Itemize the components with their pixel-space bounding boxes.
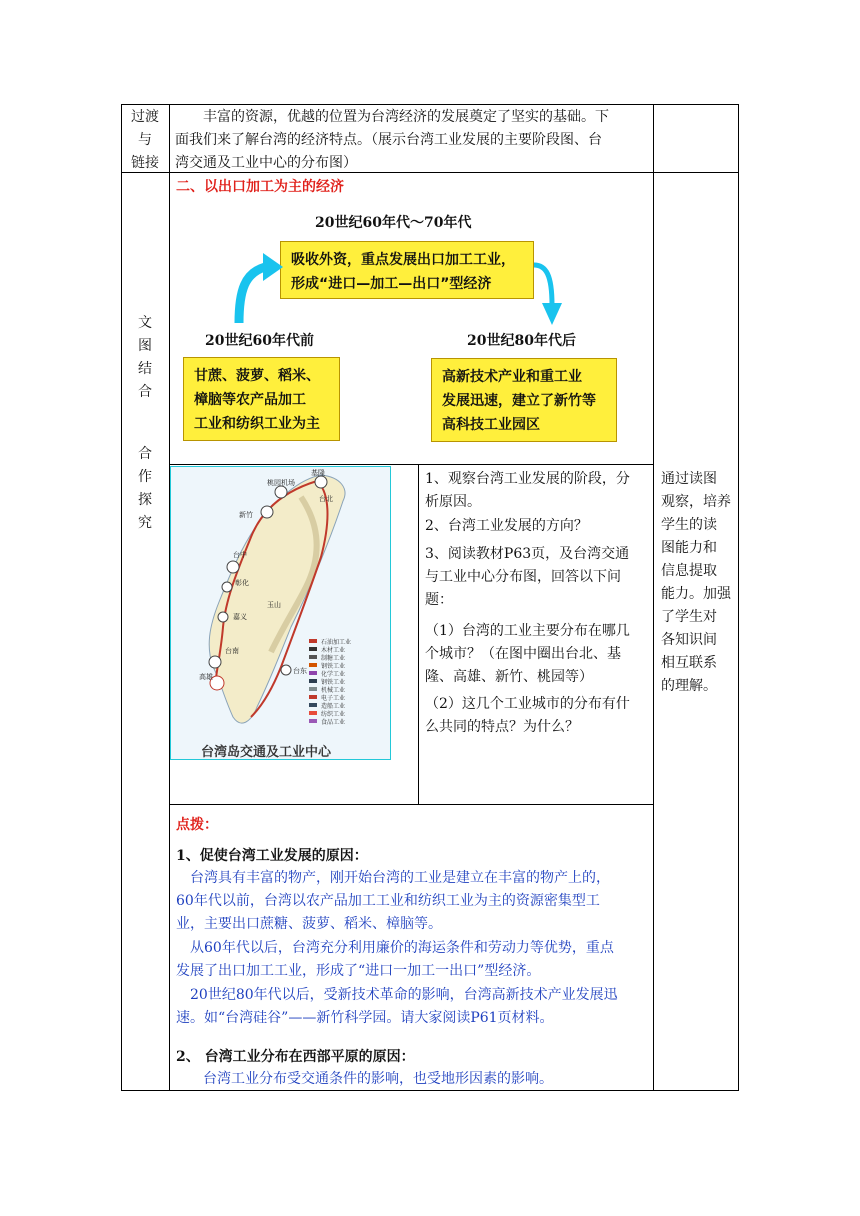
svg-text:玉山: 玉山 [267, 601, 281, 609]
map-title: 台湾岛交通及工业中心 [201, 745, 332, 760]
svg-text:台北: 台北 [319, 495, 333, 503]
svg-text:石油加工业: 石油加工业 [321, 639, 352, 646]
section-title: 二、以出口加工为主的经济 [176, 179, 344, 195]
arrow-up-icon [225, 245, 285, 325]
period-left: 20世纪60年代前 [205, 333, 314, 349]
svg-text:钢铁工业: 钢铁工业 [321, 679, 346, 686]
svg-text:彰化: 彰化 [235, 579, 249, 587]
svg-text:制糖工业: 制糖工业 [321, 655, 346, 662]
box-left: 甘蔗、菠萝、稻米、 樟脑等农产品加工 工业和纺织工业为主 [183, 357, 340, 441]
svg-text:嘉义: 嘉义 [233, 613, 247, 621]
tips-heading: 点拨： [176, 817, 218, 833]
svg-text:台南: 台南 [225, 647, 239, 655]
svg-text:台中: 台中 [233, 551, 247, 559]
svg-text:机械工业: 机械工业 [321, 687, 346, 694]
svg-text:新竹: 新竹 [239, 511, 253, 519]
svg-text:钢铁工业: 钢铁工业 [321, 663, 346, 670]
svg-text:高雄: 高雄 [199, 673, 213, 681]
svg-text:造船工业: 造船工业 [321, 703, 346, 710]
period-top: 20世纪60年代～70年代 [315, 215, 472, 231]
taiwan-map [170, 466, 391, 760]
svg-text:木材工业: 木材工业 [321, 647, 346, 654]
svg-text:食品工业: 食品工业 [321, 719, 346, 726]
box-top: 吸收外资，重点发展出口加工工业， 形成“进口—加工—出口”型经济 [280, 241, 534, 299]
svg-text:纺织工业: 纺织工业 [321, 711, 346, 718]
svg-text:基隆: 基隆 [311, 469, 325, 477]
map-illustration [171, 467, 390, 759]
svg-text:桃园机场: 桃园机场 [267, 479, 295, 487]
svg-text:电子工业: 电子工业 [321, 695, 346, 702]
svg-text:化学工业: 化学工业 [321, 671, 346, 678]
box-right: 高新技术产业和重工业 发展迅速，建立了新竹等 高科技工业园区 [431, 358, 617, 442]
period-right: 20世纪80年代后 [467, 333, 576, 349]
svg-text:台东: 台东 [293, 667, 307, 675]
arrow-down-icon [532, 255, 572, 330]
